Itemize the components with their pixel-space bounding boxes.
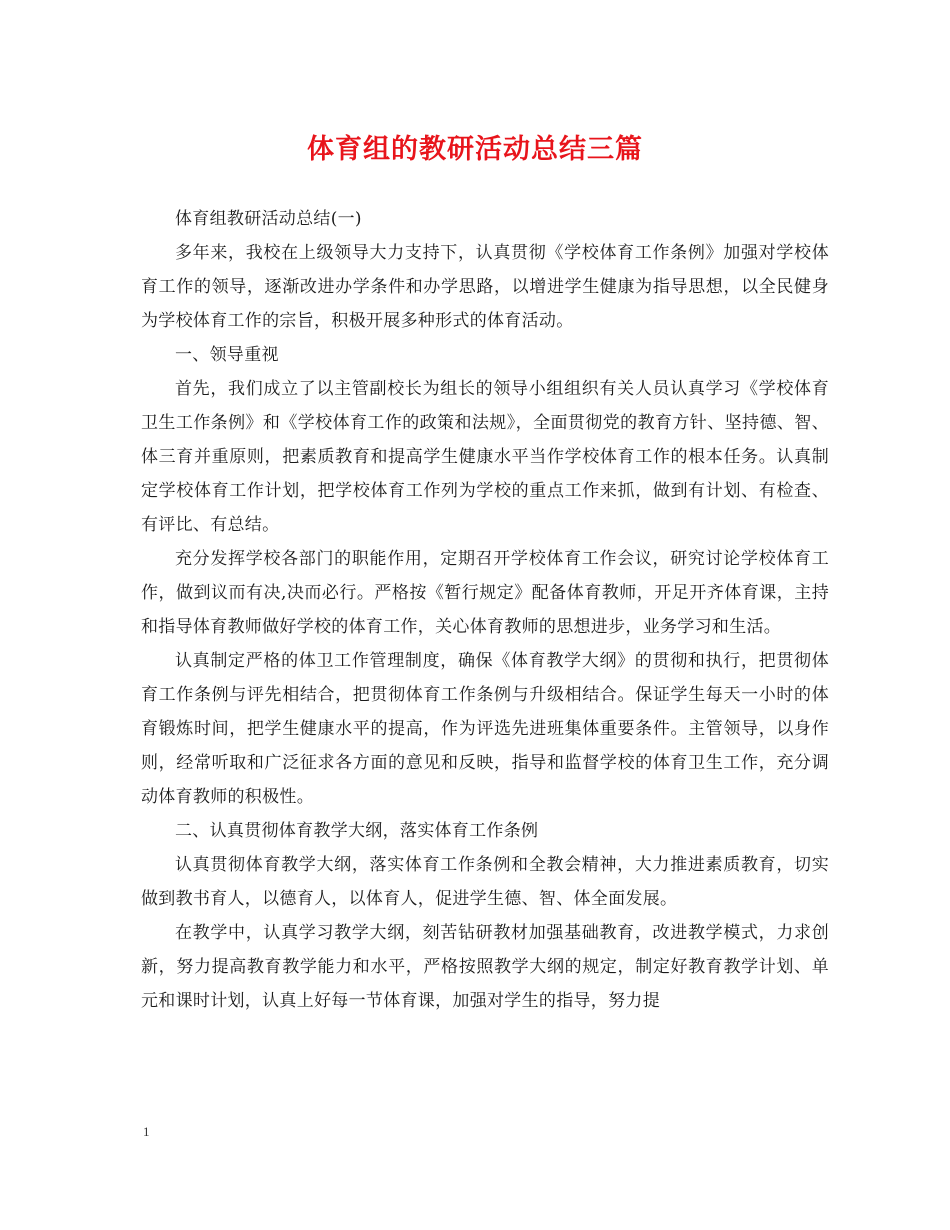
section-heading-summary-one: 体育组教研活动总结(一) xyxy=(175,209,362,229)
paragraph-syllabus-implementation: 认真贯彻体育教学大纲，落实体育工作条例和全教会精神，大力推进素质教育，切实做到教书育人，以德育人，以体育人，促进学生德、智、体全面发展。 xyxy=(141,855,829,909)
page-number: 1 xyxy=(143,1124,150,1139)
document-body xyxy=(141,202,829,1018)
section-heading-syllabus: 二、认真贯彻体育教学大纲，落实体育工作条例 xyxy=(175,821,539,841)
document-title: 体育组的教研活动总结三篇 xyxy=(307,134,643,165)
paragraph-leadership-group: 首先，我们成立了以主管副校长为组长的领导小组组织有关人员认真学习《学校体育卫生工作条例》和《学校体育工作的政策和法规》，全面贯彻党的教育方针、坚持德、智、体三育并重原则，把素质教育和提高学生健康水平当作学校体育工作的根本任务。认真制定学校体育工作计划，把学校体育工作列为学校的重点工作来抓，做到有计划、有检查、有评比、有总结。 xyxy=(141,379,829,535)
section-heading-leadership: 一、领导重视 xyxy=(175,345,279,365)
paragraph-management-system: 认真制定严格的体卫工作管理制度，确保《体育教学大纲》的贯彻和执行，把贯彻体育工作条例与评先相结合，把贯彻体育工作条例与升级相结合。保证学生每天一小时的体育锻炼时间，把学生健康水平的提高，作为评选先进班集体重要条件。主管领导，以身作则，经常听取和广泛征求各方面的意见和反映，指导和监督学校的体育卫生工作，充分调动体育教师的积极性。 xyxy=(141,651,829,807)
paragraph-teaching-practice: 在教学中，认真学习教学大纲，刻苦钻研教材加强基础教育，改进教学模式，力求创新，努力提高教育教学能力和水平，严格按照教学大纲的规定，制定好教育教学计划、单元和课时计划，认真上好每一节体育课，加强对学生的指导，努力提 xyxy=(141,923,829,1011)
paragraph-department-roles: 充分发挥学校各部门的职能作用，定期召开学校体育工作会议，研究讨论学校体育工作，做到议而有决,决而必行。严格按《暂行规定》配备体育教师，开足开齐体育课，主持和指导体育教师做好学校的体育工作，关心体育教师的思想进步，业务学习和生活。 xyxy=(141,549,829,637)
paragraph-intro: 多年来，我校在上级领导大力支持下，认真贯彻《学校体育工作条例》加强对学校体育工作的领导，逐渐改进办学条件和办学思路，以增进学生健康为指导思想，以全民健身为学校体育工作的宗旨，积极开展多种形式的体育活动。 xyxy=(141,243,829,331)
